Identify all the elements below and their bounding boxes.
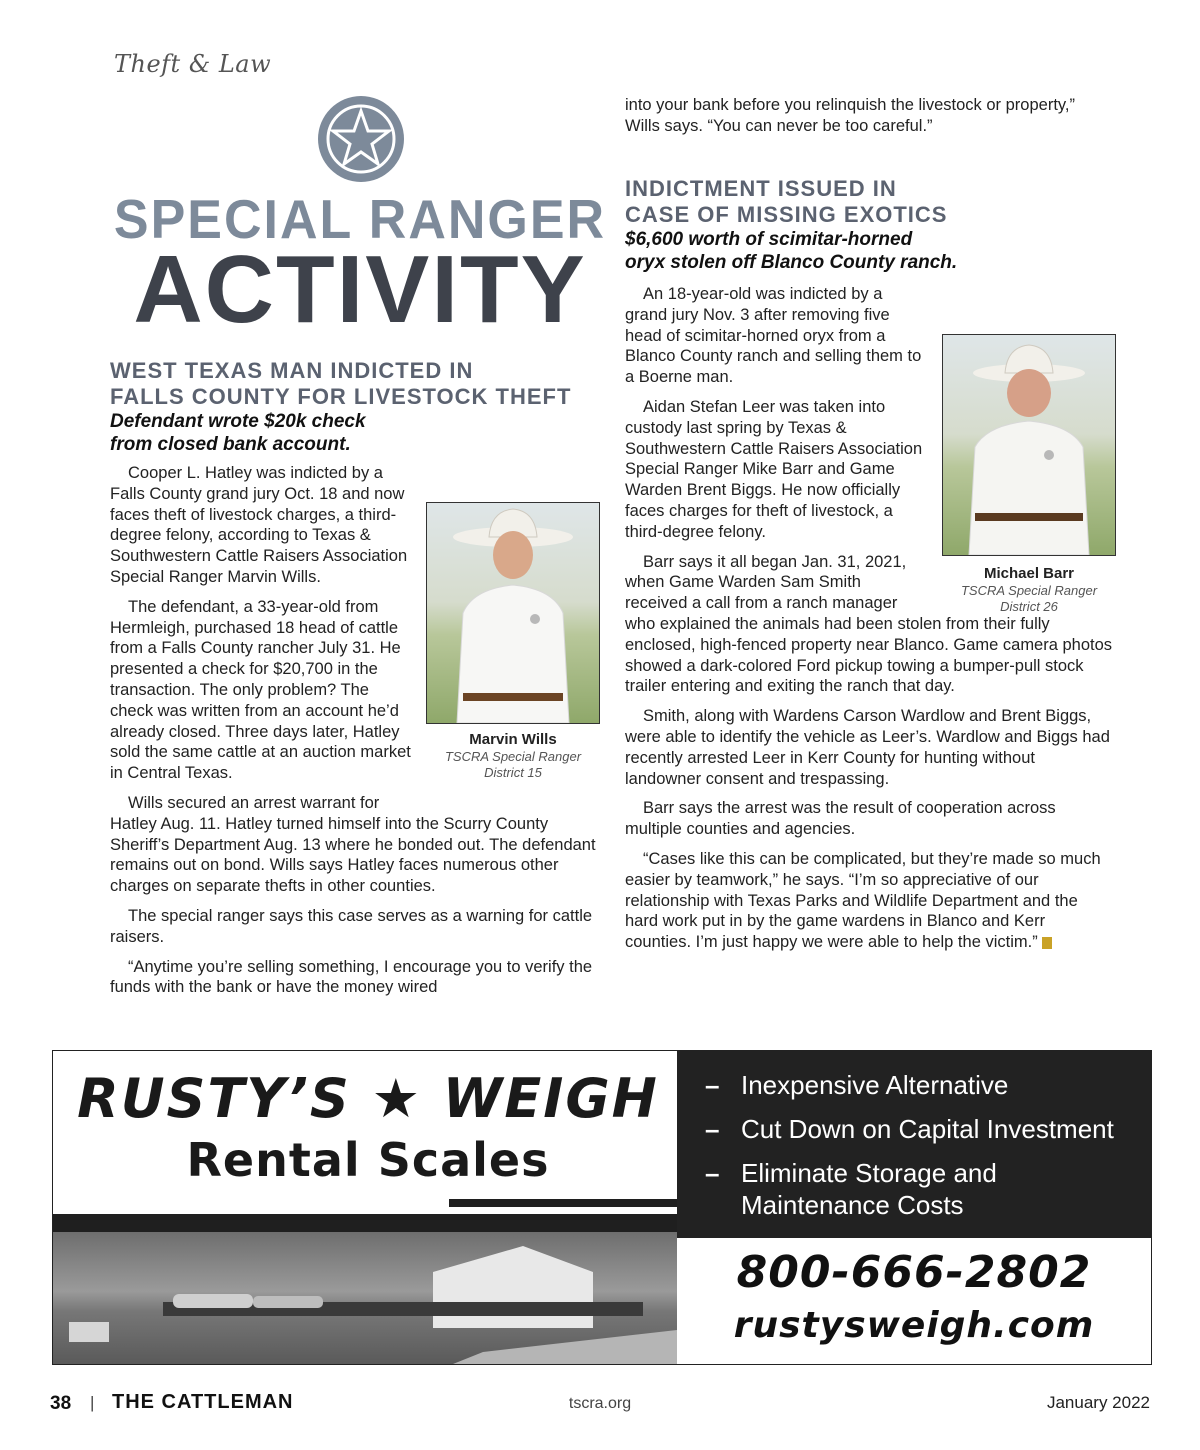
ad-phone-number[interactable]: 800-666-2802 bbox=[736, 1247, 1092, 1298]
article1-deck-line1: Defendant wrote $20k check bbox=[110, 411, 366, 432]
article1-paragraph: Wills secured an arrest warrant for Hatley Aug. 11. Hatley turned himself into the Scurry County Sheriff’s Department Aug. 13 where he bonded out. The defendant remains out on bond. Wills says Hatley faces numerous other charges on separate thefts in other counties. bbox=[110, 793, 596, 896]
article2-paragraph: Smith, along with Wardens Carson Wardlow and Brent Biggs, were able to identify the vehicle as Leer’s. Wardlow and Biggs had recently arrested Leer in Kerr County for hunting without landowner consent and trespassing. bbox=[625, 707, 1110, 788]
article2-paragraph bbox=[625, 849, 1115, 953]
dash-icon: – bbox=[705, 1114, 720, 1144]
article1-paragraph: “Anytime you’re selling something, I encourage you to verify the funds with the bank or have the money wired bbox=[110, 957, 593, 997]
ad-benefit-text: Eliminate Storage and Maintenance Costs bbox=[741, 1158, 997, 1220]
caption-district: District 15 bbox=[484, 765, 542, 780]
ad-divider bbox=[449, 1199, 677, 1207]
page-number: 38 bbox=[50, 1393, 72, 1414]
dash-icon: – bbox=[705, 1158, 720, 1188]
ad-subtitle: Rental Scales bbox=[186, 1133, 550, 1187]
caption-role: TSCRA Special Ranger bbox=[960, 583, 1098, 598]
michael-barr-caption bbox=[942, 566, 1116, 615]
ad-benefits-list bbox=[705, 1069, 1145, 1233]
article2-paragraph: Barr says the arrest was the result of cooperation across multiple counties and agencies. bbox=[625, 799, 1056, 839]
michael-barr-photo bbox=[942, 334, 1116, 556]
article2-headline-line2: CASE OF MISSING EXOTICS bbox=[625, 202, 948, 227]
header-special-ranger: SPECIAL RANGER bbox=[113, 189, 607, 251]
article1-headline-line2: FALLS COUNTY FOR LIVESTOCK THEFT bbox=[110, 384, 572, 409]
ad-brand: RUSTY’S ★ WEIGH bbox=[77, 1067, 659, 1130]
caption-district: District 26 bbox=[1000, 599, 1058, 614]
rustys-weigh-ad[interactable] bbox=[52, 1050, 1152, 1365]
end-mark-icon bbox=[1042, 937, 1052, 949]
caption-name: Marvin Wills bbox=[469, 731, 557, 748]
truck-scale-illustration-icon bbox=[53, 1232, 677, 1364]
article2-headline-line1: INDICTMENT ISSUED IN bbox=[625, 176, 897, 201]
caption-role: TSCRA Special Ranger bbox=[444, 749, 582, 764]
article1-deck-line2: from closed bank account. bbox=[110, 434, 351, 455]
ad-scale-photo bbox=[53, 1232, 677, 1364]
ad-website-link[interactable]: rustysweigh.com bbox=[733, 1305, 1095, 1346]
article1-continuation bbox=[625, 95, 1100, 146]
article1-paragraph: The special ranger says this case serves as a warning for cattle raisers. bbox=[110, 906, 593, 946]
header-activity: ACTIVITY bbox=[133, 236, 587, 343]
article1-paragraph: The defendant, a 33-year-old from Hermleigh, purchased 18 head of cattle from a Falls County rancher July 31. He presented a check for $20,700 in the transaction. The only problem? The check was written from an account he’d already closed. Three days later, Hatley sold the same cattle at an auction market in Central Texas. bbox=[110, 597, 411, 783]
marvin-wills-caption bbox=[426, 732, 600, 781]
article2-paragraph: Aidan Stefan Leer was taken into custody last spring by Texas & Southwestern Cattle Raisers Association Special Ranger Mike Barr and Game Warden Brent Biggs. He now officially faces charges for theft of livestock, a third-degree felony. bbox=[625, 397, 923, 541]
magazine-name: THE CATTLEMAN bbox=[112, 1391, 294, 1413]
article1-headline-line1: WEST TEXAS MAN INDICTED IN bbox=[110, 358, 474, 383]
article1-continuation-text: into your bank before you relinquish the livestock or property,” Wills says. “You can never be too careful.” bbox=[625, 96, 1076, 135]
caption-name: Michael Barr bbox=[983, 565, 1075, 582]
ad-benefit-item bbox=[705, 1157, 1145, 1221]
star-badge-icon bbox=[316, 94, 406, 184]
article1-heading bbox=[110, 358, 610, 456]
marvin-wills-photo bbox=[426, 502, 600, 724]
article2-deck-line2: oryx stolen off Blanco County ranch. bbox=[625, 252, 958, 273]
ranger-portrait-icon bbox=[943, 335, 1115, 555]
article1-paragraph: Cooper L. Hatley was indicted by a Falls County grand jury Oct. 18 and now faces theft of livestock charges, a third-degree felony, according to Texas & Southwestern Cattle Raisers Association Special Ranger Marvin Wills. bbox=[110, 464, 408, 586]
ad-benefits-panel bbox=[677, 1051, 1151, 1238]
issue-date: January 2022 bbox=[1046, 1393, 1150, 1412]
article2-last-paragraph-text: “Cases like this can be complicated, but they’re made so much easier by teamwork,” he says. “I’m so appreciative of our relationship with Texas Parks and Wildlife Department and the hard work put in by the game wardens in Blanco and Kerr counties. I’m just happy we were able to help the victim.” bbox=[625, 849, 1101, 952]
ad-benefit-text: Cut Down on Capital Investment bbox=[741, 1114, 1114, 1144]
article2-paragraph: Barr says it all began Jan. 31, 2021, when Game Warden Sam Smith received a call from a ranch manager who explained the animals had been stolen from their fully enclosed, high-fenced property near Blanco. Game camera photos showed a dark-colored Ford pickup towing a bumper-pull stock trailer entering and exiting the ranch that day. bbox=[625, 552, 1113, 696]
ad-divider bbox=[53, 1214, 677, 1232]
footer-website[interactable]: tscra.org bbox=[568, 1395, 632, 1412]
article2-deck-line1: $6,600 worth of scimitar-horned bbox=[625, 229, 913, 250]
footer-separator: | bbox=[90, 1393, 95, 1412]
ad-benefit-item bbox=[705, 1113, 1145, 1145]
ranger-portrait-icon bbox=[427, 503, 599, 723]
article2-heading bbox=[625, 176, 1105, 274]
dash-icon: – bbox=[705, 1070, 720, 1100]
article2-paragraph: An 18-year-old was indicted by a grand jury Nov. 3 after removing five head of scimitar-horned oryx from a Blanco County ranch and selling them to a Boerne man. bbox=[625, 285, 922, 387]
ad-left-panel bbox=[53, 1051, 677, 1364]
ad-benefit-item bbox=[705, 1069, 1145, 1101]
ad-benefit-text: Inexpensive Alternative bbox=[741, 1070, 1009, 1100]
section-tag: Theft & Law bbox=[114, 50, 272, 78]
